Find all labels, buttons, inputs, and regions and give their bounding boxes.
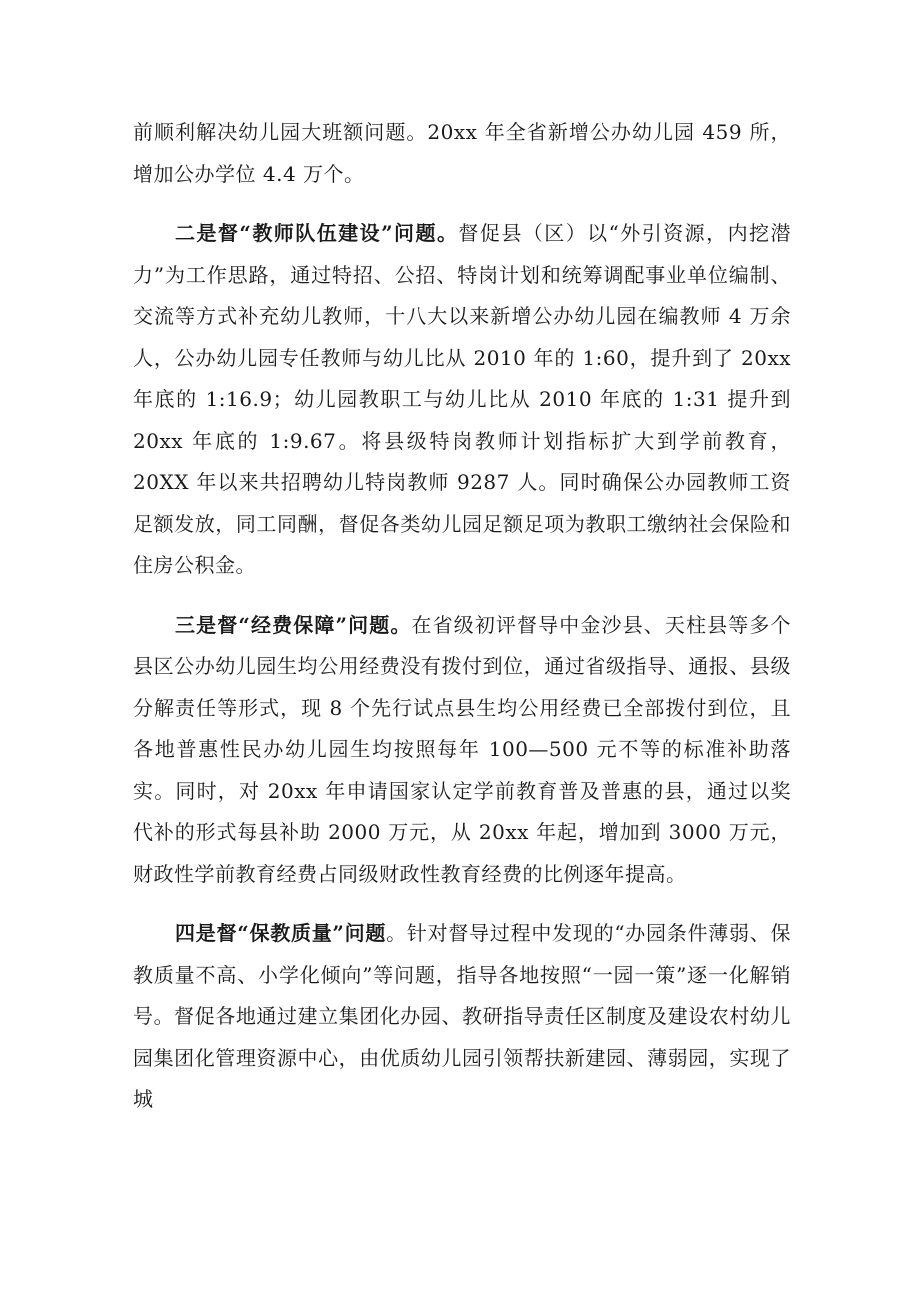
paragraph-text: 在省级初评督导中金沙县、天柱县等多个县区公办幼儿园生均公用经费没有拨付到位，通过省级指导、通报、县级分解责任等形式，现 8 个先行试点县生均公用经费已全部拨付到位，且各地普惠性民办幼儿园生均按照每年 100—500 元不等的标准补助落实。同时，对 20xx 年申请国家认定学前教育普及普惠的县，通过以奖代补的形式每县补助 2000 万元，从 20xx 年起，增加到 3000 万元，财政性学前教育经费占同级财政性教育经费的比例逐年提高。 xyxy=(133,612,791,886)
paragraph-text: 。针对督导过程中发现的“办园条件薄弱、保教质量不高、小学化倾向”等问题，指导各地按照“一园一策”逐一化解销号。督促各地通过建立集团化办园、教研指导责任区制度及建设农村幼儿园集团化管理资源中心，由优质幼儿园引领帮扶新建园、薄弱园，实现了城 xyxy=(133,921,791,1111)
paragraph-lead-heading: 二是督“教师队伍建设”问题。 xyxy=(175,221,459,245)
paragraph-teacher-team xyxy=(133,213,791,587)
paragraph-lead-heading: 三是督“经费保障”问题。 xyxy=(175,612,412,637)
paragraph-lead-heading: 四是督“保教质量”问题 xyxy=(175,921,387,945)
paragraph-care-quality xyxy=(133,913,791,1121)
paragraph-gap xyxy=(133,895,791,913)
paragraph-text: 督促县（区）以“外引资源，内挖潜力”为工作思路，通过特招、公招、特岗计划和统筹调配事业单位编制、交流等方式补充幼儿教师，十八大以来新增公办幼儿园在编教师 4 万余人，公办幼儿园专任教师与幼儿比从 2010 年的 1:60，提升到了 20xx 年底的 1:16.9；幼儿园教职工与幼儿比从 2010 年底的 1:31 提升到 20xx 年底的 1:9.67。将县级特岗教师计划指标扩大到学前教育，20XX 年以来共招聘幼儿特岗教师 9287 人。同时确保公办园教师工资足额发放，同工同酬，督促各类幼儿园足额足项为教职工缴纳社会保险和住房公积金。 xyxy=(133,221,791,577)
paragraph-gap xyxy=(133,195,791,213)
paragraph-gap xyxy=(133,587,791,605)
paragraph-text: 前顺利解决幼儿园大班额问题。20xx 年全省新增公办幼儿园 459 所，增加公办学位 4.4 万个。 xyxy=(133,120,791,186)
paragraph-continuation xyxy=(133,112,791,195)
document-body xyxy=(133,112,791,1121)
paragraph-funding xyxy=(133,605,791,896)
